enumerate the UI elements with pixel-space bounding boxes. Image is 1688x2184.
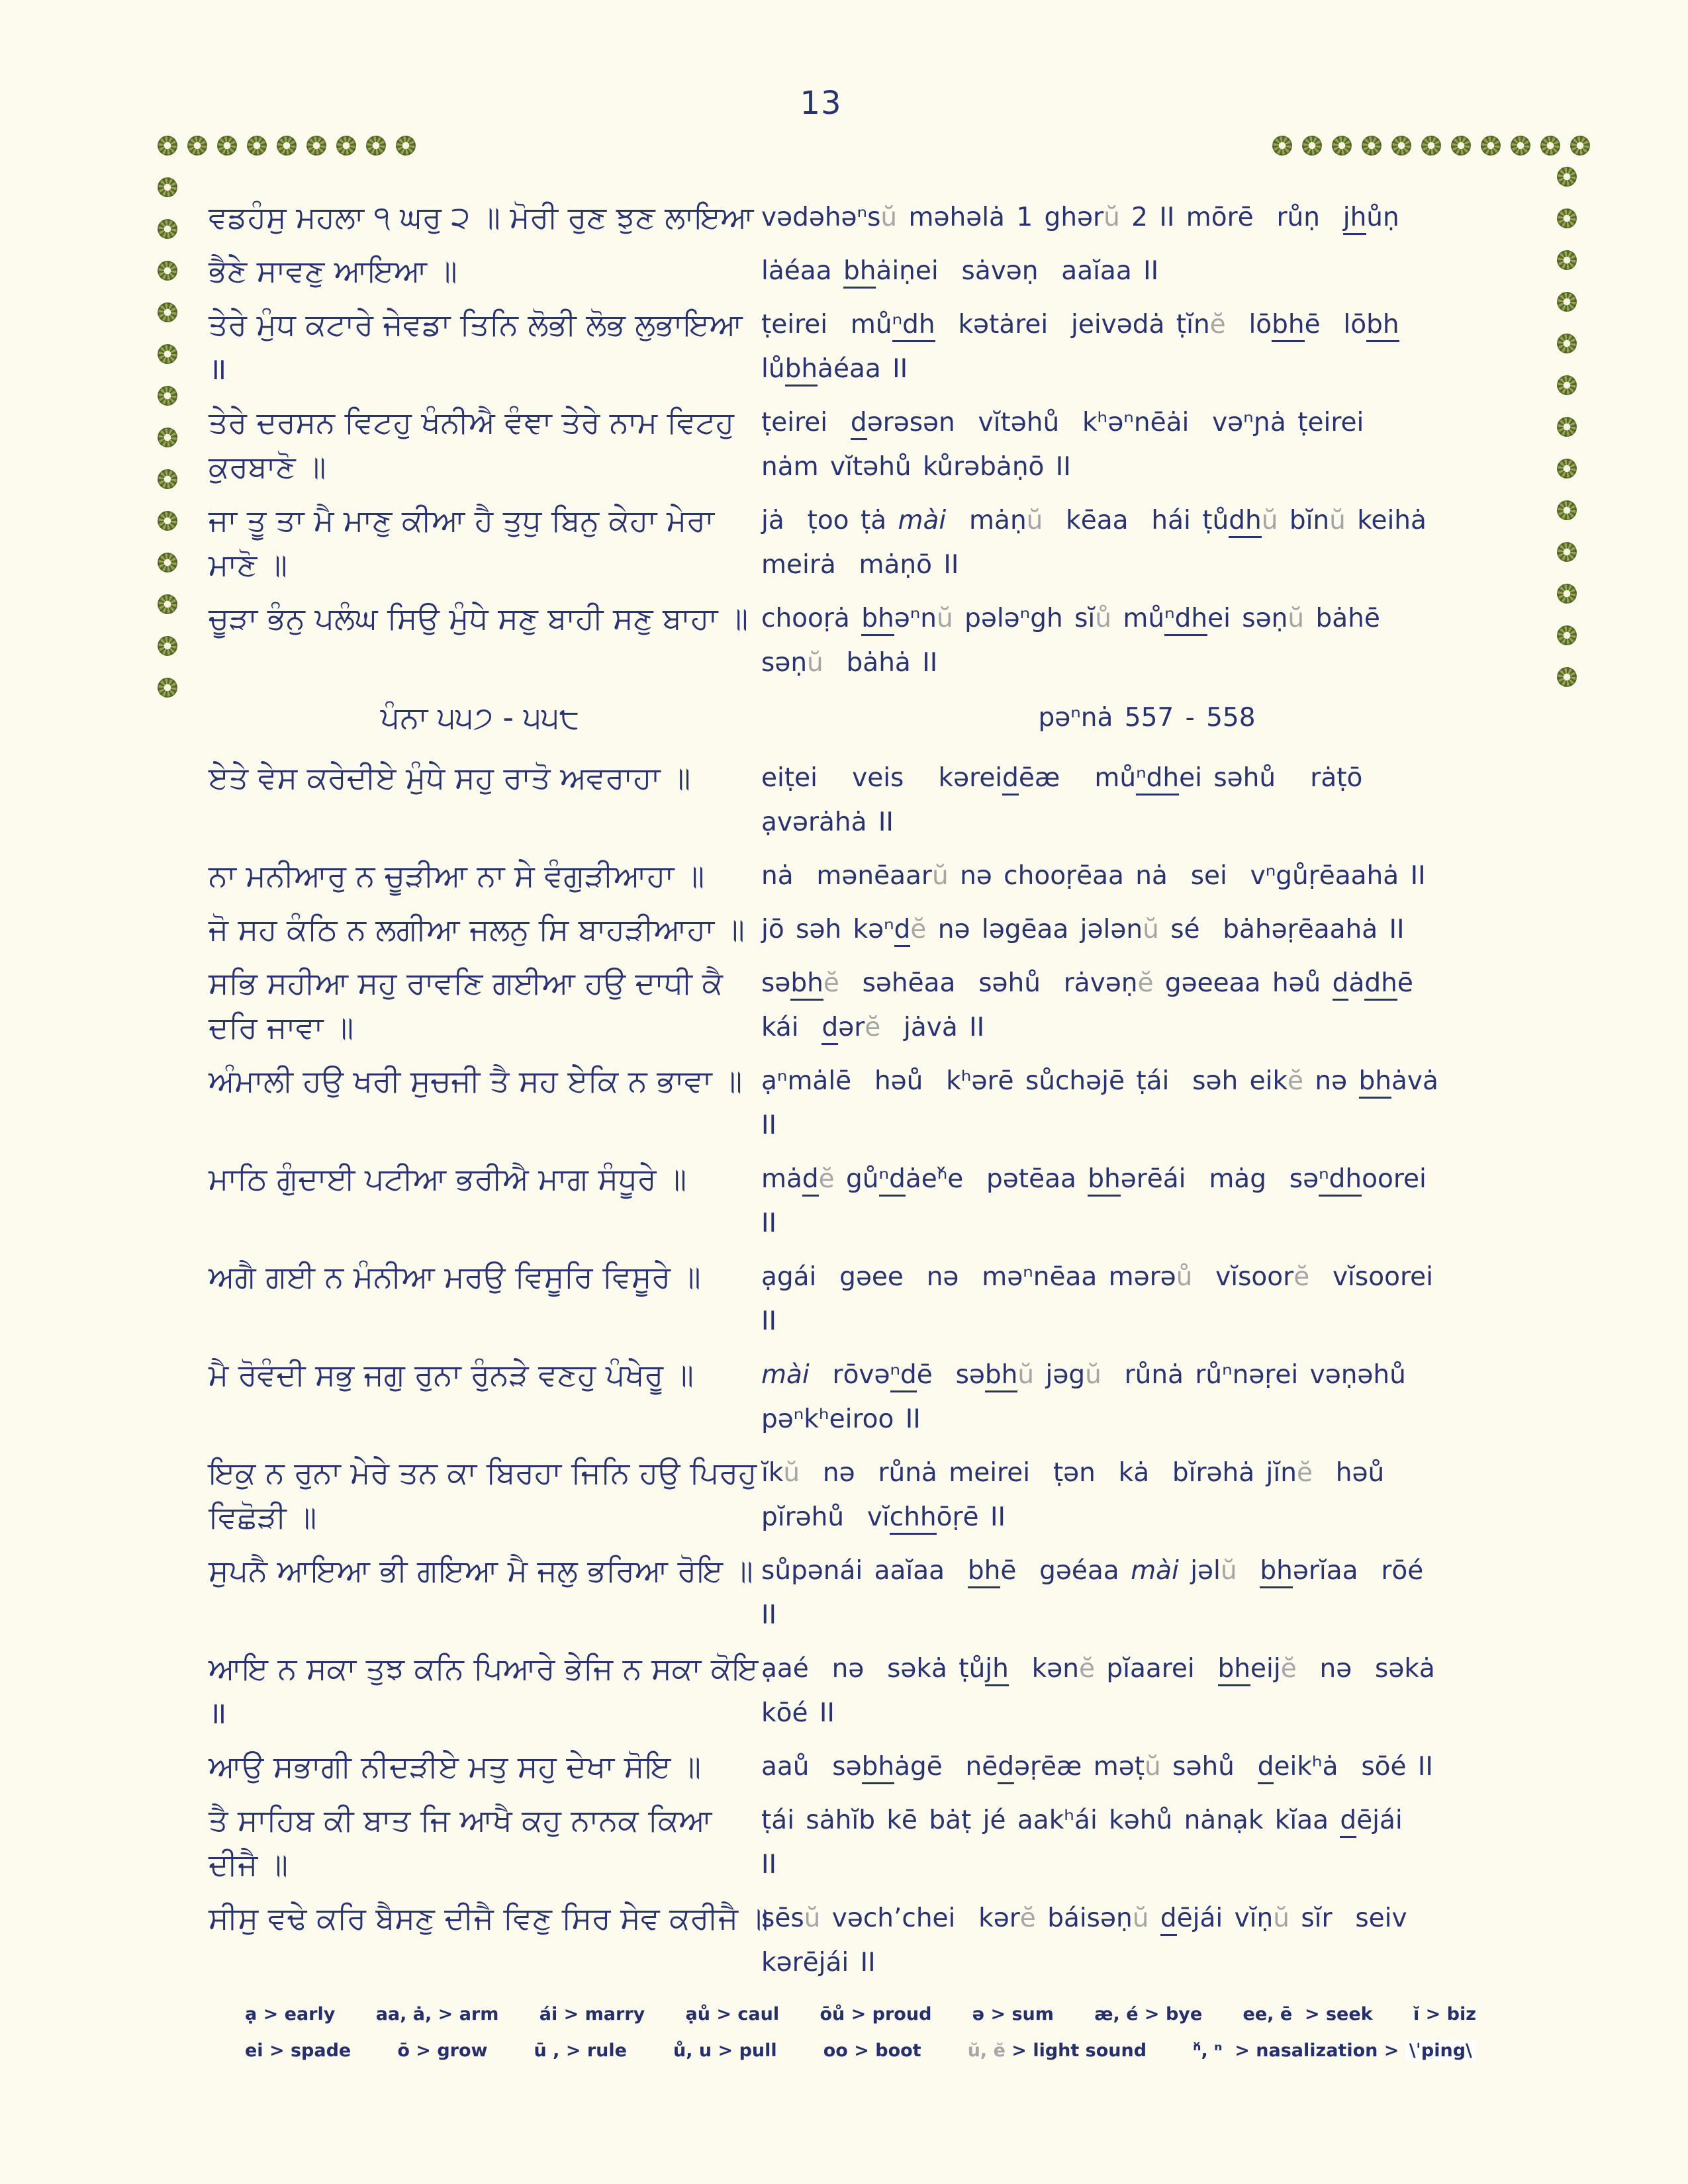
legend-item: ạ > early [245, 2004, 336, 2025]
transliteration-text [761, 400, 1532, 489]
gurmukhi-text [209, 1647, 759, 1735]
page-number: 13 [800, 85, 842, 122]
gurmukhi-line: ॥ [209, 351, 227, 387]
gurmukhi-text [209, 498, 751, 587]
verse-row [209, 756, 1532, 844]
transliteration-line: lůbhȧéaa II [761, 347, 1532, 391]
gurmukhi-line: ਜਾ ਤੂ ਤਾ ਮੈ ਮਾਣੁ ਕੀਆ ਹੈ ਤੁਧੁ ਬਿਨੁ ਕੇਹਾ ਮੇਰਾ [209, 502, 715, 538]
transliteration-line: lȧéaa bhȧiṇei sȧvəṇ aaĭaa II [761, 249, 1532, 293]
verse-row [209, 498, 1532, 587]
flower-icon [1481, 136, 1501, 156]
verse-row [209, 195, 1532, 240]
transliteration-text [761, 1451, 1532, 1539]
transliteration-text [761, 854, 1532, 898]
legend-item: ạů > caul [685, 2004, 780, 2025]
gurmukhi-line: ਅਗੈ ਗਈ ਨ ਮੰਨੀਆ ਮਰਉ ਵਿਸੂਰਿ ਵਿਸੂਰੇ ॥ [209, 1259, 701, 1295]
gurmukhi-line: ਨਾ ਮਨੀਆਰੁ ਨ ਚੂੜੀਆ ਨਾ ਸੇ ਵੰਗੁੜੀਆਹਾ ॥ [209, 858, 705, 893]
legend-item: ĭ > biz [1413, 2004, 1476, 2025]
gurmukhi-text [209, 1059, 751, 1103]
flower-icon [306, 136, 326, 156]
transliteration-line: ạaé nə səkȧ ṭůjh kənĕ pĭaarei bheijĕ nə səkȧ [761, 1647, 1532, 1691]
transliteration-line: ṭeirei dərəsən vĭtəhů kʰəⁿnēȧi vəⁿɲȧ ṭeirei [761, 400, 1532, 445]
transliteration-text [761, 1549, 1532, 1637]
legend-item: ei > spade [245, 2040, 352, 2061]
flower-icon [247, 136, 267, 156]
flower-icon [158, 636, 177, 656]
flower-icon [277, 136, 297, 156]
gurmukhi-text [209, 1896, 769, 1940]
transliteration-text [761, 498, 1532, 587]
transliteration-line: sůpənái aaĭaa bhē gəéaa mài jəlŭ bhərĭaa rōé [761, 1549, 1532, 1593]
flower-icon [1557, 667, 1577, 687]
transliteration-line: II [761, 1600, 777, 1630]
verse-row [209, 907, 1532, 952]
gurmukhi-line: ਮਾਠਿ ਗੁੰਦਾਈ ਪਟੀਆ ਭਰੀਐ ਮਾਗ ਸੰਧੂਰੇ ॥ [209, 1161, 687, 1197]
flower-icon [1557, 459, 1577, 478]
verse-row [209, 249, 1532, 293]
gurmukhi-text [209, 1549, 751, 1593]
gurmukhi-text [209, 1353, 751, 1397]
verse-row [209, 1059, 1532, 1148]
legend-item: ⁿ̌, ⁿ > nasalization > \ˈping\ [1193, 2040, 1476, 2061]
gurmukhi-line: ਦੀਜੈ ॥ [209, 1846, 288, 1882]
flower-icon [1557, 625, 1577, 645]
flower-icon [187, 136, 207, 156]
gurmukhi-text [209, 195, 754, 240]
transliteration-text [761, 596, 1532, 685]
flower-icon [1511, 136, 1530, 156]
flower-icon [1557, 375, 1577, 395]
legend-item: oo > boot [823, 2040, 921, 2061]
transliteration-line: pəⁿkʰeiroo II [761, 1404, 921, 1434]
gurmukhi-text [209, 961, 751, 1050]
transliteration-line: meirȧ mȧṇō II [761, 550, 959, 580]
verse-row [209, 1451, 1532, 1539]
flower-border-right-column [1557, 167, 1577, 687]
flower-icon [158, 469, 177, 489]
transliteration-text [761, 195, 1532, 240]
gurmukhi-line: ਮਾਣੋ ॥ [209, 547, 287, 582]
transliteration-line: sēsŭ vəch’chei kərĕ báisəṇŭ dējái vĭṇŭ sĭr seiv [761, 1896, 1532, 1940]
flower-icon [1557, 334, 1577, 353]
flower-icon [158, 136, 177, 156]
gurmukhi-line: ਦਰਿ ਜਾਵਾ ॥ [209, 1009, 354, 1045]
gurmukhi-line: ਚੂੜਾ ਭੰਨੁ ਪਲੰਘ ਸਿਉ ਮੁੰਧੇ ਸਣੁ ਬਾਹੀ ਸਣੁ ਬਾਹਾ ॥ [209, 600, 749, 636]
gurmukhi-line: ਭੈਣੇ ਸਾਵਣੁ ਆਇਆ ॥ [209, 253, 457, 289]
flower-border-top-right [1272, 136, 1590, 156]
gurmukhi-line: ॥ [209, 1695, 227, 1731]
transliteration-line: nȧ mənēaarŭ nə chooṛēaa nȧ sei vⁿgůṛēaahȧ II [761, 861, 1426, 891]
transliteration-text [761, 1798, 1532, 1887]
verse-row [209, 1647, 1532, 1735]
flower-icon [1570, 136, 1590, 156]
gurmukhi-text [209, 302, 751, 391]
gurmukhi-line: ਮੈ ਰੋਵੰਦੀ ਸਭੁ ਜਗੁ ਰੁਨਾ ਰੁੰਨੜੇ ਵਣਹੁ ਪੰਖੇਰੂ ॥ [209, 1357, 694, 1392]
gurmukhi-line: ਆਉ ਸਭਾਗੀ ਨੀਦੜੀਏ ਮਤੁ ਸਹੁ ਦੇਖਾ ਸੋਇ ॥ [209, 1749, 702, 1784]
transliteration-line: ạvərȧhȧ II [761, 807, 894, 837]
flower-icon [1362, 136, 1382, 156]
gurmukhi-line: ਵਡਹੰਸੁ ਮਹਲਾ ੧ ਘਰੁ ੨ ॥ ਮੋਰੀ ਰੁਣ ਝੁਣ ਲਾਇਆ [209, 199, 754, 235]
flower-border-left-column [158, 177, 177, 698]
gurmukhi-line: ਕੁਰਬਾਣੋ ॥ [209, 449, 326, 484]
legend-item: ōů > proud [820, 2004, 932, 2025]
transliteration-line: pĭrəhů vĭchhōṛē II [761, 1495, 1532, 1539]
legend-row-2 [245, 2040, 1476, 2061]
verse-section-1 [209, 195, 1532, 685]
flower-icon [1540, 136, 1560, 156]
flower-icon [1557, 542, 1577, 562]
transliteration-line: jō səh kəⁿdĕ nə ləgēaa jələnŭ sé bȧhəṛēaahȧ II [761, 907, 1532, 952]
gurmukhi-line: ਅੰਮਾਲੀ ਹਉ ਖਰੀ ਸੁਚਜੀ ਤੈ ਸਹ ਏਕਿ ਨ ਭਾਵਾ ॥ [209, 1063, 743, 1099]
flower-icon [1391, 136, 1411, 156]
verse-row [209, 1353, 1532, 1441]
flower-icon [158, 594, 177, 614]
transliteration-line: ạgái gəee nə məⁿnēaa mərəů vĭsoorĕ vĭsoorei [761, 1262, 1433, 1292]
verse-row [209, 302, 1532, 391]
legend-item: ee, ē > seek [1243, 2004, 1373, 2025]
transliteration-text [761, 302, 1532, 391]
gurmukhi-line: ਏਤੇ ਵੇਸ ਕਰੇਦੀਏ ਮੁੰਧੇ ਸਹੁ ਰਾਤੋ ਅਵਰਾਹਾ ॥ [209, 760, 691, 796]
flower-icon [158, 428, 177, 447]
legend-item: aa, ȧ, > arm [375, 2004, 499, 2025]
pronunciation-legend [245, 2004, 1476, 2077]
transliteration-line: aaů səbhȧgē nēdəṛēæ məṭŭ səhů deikʰȧ sōé II [761, 1745, 1532, 1789]
flower-icon [158, 678, 177, 698]
verse-row [209, 596, 1532, 685]
verse-row [209, 854, 1532, 898]
gurmukhi-text [209, 400, 751, 489]
flower-icon [158, 386, 177, 406]
flower-icon [158, 302, 177, 322]
gurmukhi-line: ਇਕੁ ਨ ਰੁਨਾ ਮੇਰੇ ਤਨ ਕਾ ਬਿਰਹਾ ਜਿਨਿ ਹਉ ਪਿਰਹੁ [209, 1455, 757, 1490]
verse-row [209, 1745, 1532, 1789]
gurmukhi-text [209, 1798, 751, 1887]
flower-icon [1332, 136, 1352, 156]
gurmukhi-line: ਤੇਰੇ ਦਰਸਨ ਵਿਟਹੁ ਖੰਨੀਐ ਵੰਞਾ ਤੇਰੇ ਨਾਮ ਵਿਟਹੁ [209, 404, 735, 440]
verse-row [209, 1255, 1532, 1343]
flower-icon [1451, 136, 1471, 156]
page-reference-latin: pəⁿnȧ 557 - 558 [1038, 703, 1256, 733]
transliteration-line: səbhĕ səhēaa səhů rȧvəṇĕ gəeeaa həů dȧdhē [761, 961, 1532, 1005]
gurmukhi-text [209, 1255, 751, 1299]
legend-item: ŭ, ĕ > light sound [967, 2040, 1147, 2061]
flower-icon [1557, 417, 1577, 437]
verse-row [209, 1896, 1532, 1985]
transliteration-text [761, 1896, 1532, 1985]
transliteration-line: II [761, 1306, 777, 1336]
flower-icon [1557, 208, 1577, 228]
flower-icon [217, 136, 237, 156]
transliteration-line: ṭái sȧhĭb kē bȧṭ jé aakʰái kəhů nȧnạk kĭaa dējái [761, 1798, 1532, 1843]
verse-row [209, 1549, 1532, 1637]
page-reference-row [209, 696, 1532, 740]
transliteration-line: kərējái II [761, 1948, 876, 1978]
transliteration-text [761, 756, 1532, 844]
flower-icon [1421, 136, 1441, 156]
flower-icon [1272, 136, 1292, 156]
transliteration-line: chooṛȧ bhəⁿnŭ pələⁿgh sĭů můⁿdhei səṇŭ bȧhē [761, 596, 1532, 641]
gurmukhi-text [209, 1745, 751, 1789]
transliteration-line: II [761, 1111, 777, 1140]
flower-icon [158, 553, 177, 572]
transliteration-text [761, 249, 1532, 293]
verse-section-2 [209, 756, 1532, 1985]
transliteration-line: II [761, 1850, 777, 1880]
legend-item: ū , > rule [534, 2040, 627, 2061]
transliteration-text [761, 1647, 1532, 1735]
transliteration-text [761, 1353, 1532, 1441]
flower-icon [1557, 250, 1577, 270]
legend-item: ō > grow [397, 2040, 488, 2061]
transliteration-text [761, 961, 1532, 1050]
gurmukhi-line: ਸੁਪਨੈ ਆਇਆ ਭੀ ਗਇਆ ਮੈ ਜਲੁ ਭਰਿਆ ਰੋਇ ॥ [209, 1553, 753, 1588]
legend-item: ái > marry [539, 2004, 645, 2025]
page-reference-gurmukhi: ਪੰਨਾ ੫੫੭ - ੫੫੮ [380, 700, 580, 735]
transliteration-text [761, 1157, 1532, 1246]
transliteration-line: jȧ ṭoo ṭȧ mài mȧṇŭ kēaa hái ṭůdhŭ bĭnŭ keihȧ [761, 498, 1532, 543]
transliteration-line: ĭkŭ nə růnȧ meirei ṭən kȧ bĭrəhȧ jĭnĕ həů [761, 1458, 1385, 1488]
transliteration-line: mài rōvəⁿdē səbhŭ jəgŭ růnȧ růⁿnəṛei vəṇəhů [761, 1353, 1532, 1397]
gurmukhi-text [209, 756, 751, 800]
flower-icon [158, 344, 177, 364]
gurmukhi-line: ਵਿਛੋੜੀ ॥ [209, 1499, 317, 1535]
legend-item: ə > sum [972, 2004, 1054, 2025]
legend-item: æ, é > bye [1094, 2004, 1203, 2025]
transliteration-text [761, 1059, 1532, 1148]
gurmukhi-text [209, 854, 751, 898]
flower-icon [1557, 167, 1577, 187]
gurmukhi-line: ਸੀਸੁ ਵਢੇ ਕਰਿ ਬੈਸਣੁ ਦੀਜੈ ਵਿਣੁ ਸਿਰ ਸੇਵ ਕਰੀਜੈ ॥ [209, 1900, 769, 1936]
gurmukhi-text [209, 249, 751, 293]
gurmukhi-line: ਤੈ ਸਾਹਿਬ ਕੀ ਬਾਤ ਜਿ ਆਖੈ ਕਹੁ ਨਾਨਕ ਕਿਆ [209, 1802, 712, 1838]
flower-icon [396, 136, 416, 156]
transliteration-text [761, 1255, 1532, 1343]
transliteration-text [761, 907, 1532, 952]
gurmukhi-text [209, 1451, 757, 1539]
flower-icon [1557, 584, 1577, 604]
transliteration-line: ạⁿmȧlē həů kʰərē sůchəjē ṭái səh eikĕ nə bhȧvȧ [761, 1059, 1532, 1103]
transliteration-line: nȧm vĭtəhů kůrəbȧṇō II [761, 452, 1071, 482]
gurmukhi-text [209, 596, 751, 641]
transliteration-text [761, 1745, 1532, 1789]
flower-icon [158, 511, 177, 531]
transliteration-line: mȧdĕ gůⁿdȧeⁿ̌e pətēaa bhərēái mȧg səⁿdhoorei [761, 1157, 1532, 1201]
verse-row [209, 1798, 1532, 1887]
verse-row [209, 1157, 1532, 1246]
flower-icon [158, 219, 177, 239]
gurmukhi-text [209, 907, 751, 952]
flower-icon [1557, 292, 1577, 312]
transliteration-line: ṭeirei můⁿdh kətȧrei jeivədȧ ṭĭnĕ lōbhē lōbh [761, 302, 1532, 347]
transliteration-line: kōé II [761, 1698, 835, 1728]
transliteration-line: kái dərĕ jȧvȧ II [761, 1005, 1532, 1050]
verse-row [209, 400, 1532, 489]
gurmukhi-text [209, 1157, 751, 1201]
transliteration-line: II [761, 1208, 777, 1238]
scripture-text [209, 195, 1532, 1994]
flower-icon [158, 261, 177, 281]
flower-icon [336, 136, 356, 156]
gurmukhi-line: ਸਭਿ ਸਹੀਆ ਸਹੁ ਰਾਵਣਿ ਗਈਆ ਹਉ ਦਾਧੀ ਕੈ [209, 965, 723, 1001]
flower-icon [366, 136, 386, 156]
gurmukhi-line: ਤੇਰੇ ਮੁੰਧ ਕਟਾਰੇ ਜੇਵਡਾ ਤਿਨਿ ਲੋਭੀ ਲੋਭ ਲੁਭਾਇਆ [209, 306, 743, 342]
flower-icon [1557, 500, 1577, 520]
transliteration-line: vədəhəⁿsŭ məhəlȧ 1 ghərŭ 2 II mōrē růṇ jhůṇ [761, 195, 1532, 240]
transliteration-line: səṇŭ bȧhȧ II [761, 648, 938, 678]
flower-icon [1302, 136, 1322, 156]
gurmukhi-line: ਜੋ ਸਹ ਕੰਠਿ ਨ ਲਗੀਆ ਜਲਨੁ ਸਿ ਬਾਹੜੀਆਹਾ ॥ [209, 911, 745, 947]
flower-border-top-left [158, 136, 416, 156]
gurmukhi-line: ਆਇ ਨ ਸਕਾ ਤੁਝ ਕਨਿ ਪਿਆਰੇ ਭੇਜਿ ਨ ਸਕਾ ਕੋਇ [209, 1651, 759, 1686]
verse-row [209, 961, 1532, 1050]
flower-icon [158, 177, 177, 197]
transliteration-line: eiṭei veis kəreidēæ můⁿdhei səhů rȧṭō [761, 756, 1532, 800]
legend-item: ů, u > pull [673, 2040, 777, 2061]
legend-row-1 [245, 2004, 1476, 2025]
